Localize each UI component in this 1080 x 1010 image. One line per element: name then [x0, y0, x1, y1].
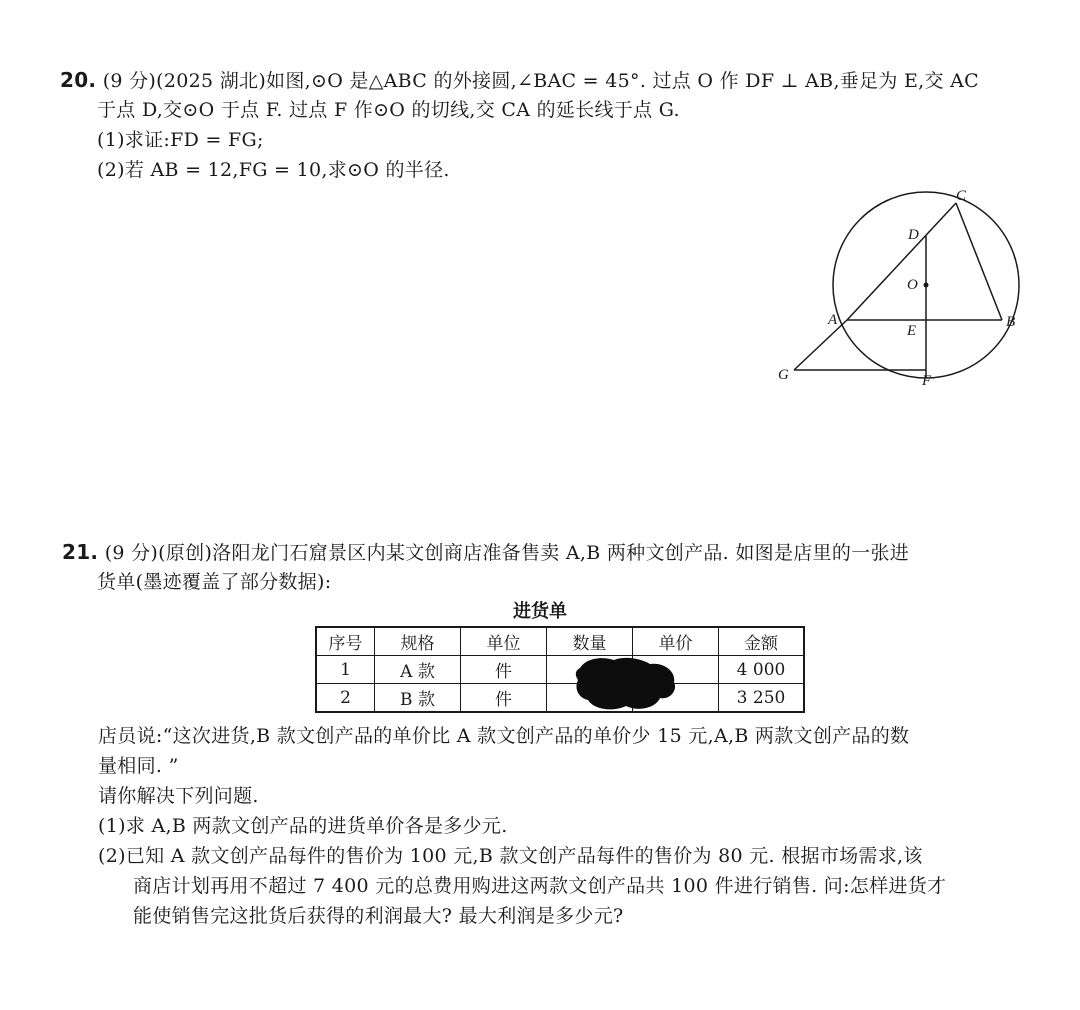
table-row: [316, 684, 804, 713]
header-cell: 单位: [461, 627, 547, 656]
q21-part-2-line-2: 商店计划再用不超过 7 400 元的总费用购进这两款文创产品共 100 件进行销售. 问:怎样进货才: [133, 875, 947, 897]
label-e: E: [907, 323, 917, 339]
table-cell: 件: [461, 684, 547, 713]
q21-stem-2: 货单(墨迹覆盖了部分数据):: [97, 571, 332, 593]
clerk-quote-1: 店员说:“这次进货,B 款文创产品的单价比 A 款文创产品的单价少 15 元,A,B 两款文创产品的数: [98, 725, 910, 747]
table-header-row: [316, 627, 804, 656]
q20-stem-1: (9 分)(2025 湖北)如图,⊙O 是△ABC 的外接圆,∠BAC = 45°. 过点 O 作 DF ⊥ AB,垂足为 E,交 AC: [102, 70, 980, 92]
table-cell: A 款: [375, 656, 461, 684]
label-o: O: [907, 277, 918, 293]
label-a: A: [828, 312, 838, 328]
ink-blot: [572, 654, 680, 714]
q21-stem-1: (9 分)(原创)洛阳龙门石窟景区内某文创商店准备售卖 A,B 两种文创产品. 如图是店里的一张进: [104, 542, 910, 564]
table-cell: B 款: [375, 684, 461, 713]
table-cell: 4 000: [719, 656, 805, 684]
label-f: F: [922, 373, 932, 389]
segment-ga: [794, 320, 847, 370]
q20-part-2: (2)若 AB = 12,FG = 10,求⊙O 的半径.: [97, 159, 450, 181]
table-cell: 2: [316, 684, 375, 713]
header-cell: 数量: [547, 627, 633, 656]
label-d: D: [908, 227, 919, 243]
header-cell: 金额: [719, 627, 805, 656]
q20-circle-diagram: [770, 178, 1030, 398]
header-cell: 单价: [633, 627, 719, 656]
header-cell: 序号: [316, 627, 375, 656]
clerk-quote-2: 量相同. ”: [98, 755, 179, 777]
label-g: G: [778, 367, 789, 383]
table-cell: 件: [461, 656, 547, 684]
q21-part-1: (1)求 A,B 两款文创产品的进货单价各是多少元.: [98, 815, 508, 837]
q21-part-2-line-3: 能使销售完这批货后获得的利润最大? 最大利润是多少元?: [133, 905, 624, 927]
q21-part-2-line-1: (2)已知 A 款文创产品每件的售价为 100 元,B 款文创产品每件的售价为 80 元. 根据市场需求,该: [98, 845, 923, 867]
table-cell: 3 250: [719, 684, 805, 713]
table-row: [316, 656, 804, 684]
segment-cb: [956, 203, 1002, 320]
q20-stem-2: 于点 D,交⊙O 于点 F. 过点 F 作⊙O 的切线,交 CA 的延长线于点 G.: [97, 99, 680, 121]
center-point-o: [924, 283, 929, 288]
label-b: B: [1006, 314, 1016, 330]
q21-number: 21.: [62, 540, 99, 564]
q21-line-1: [62, 538, 909, 567]
q21-instruction: 请你解决下列问题.: [98, 785, 259, 807]
q20-part-1: (1)求证:FD = FG;: [97, 129, 264, 151]
q20-line-1: [60, 66, 979, 95]
label-c: C: [956, 188, 967, 204]
q20-number: 20.: [60, 68, 97, 92]
purchase-order-table: [315, 626, 805, 713]
table-cell: 1: [316, 656, 375, 684]
table-title: 进货单: [513, 601, 567, 622]
header-cell: 规格: [375, 627, 461, 656]
segment-ac: [847, 203, 956, 320]
